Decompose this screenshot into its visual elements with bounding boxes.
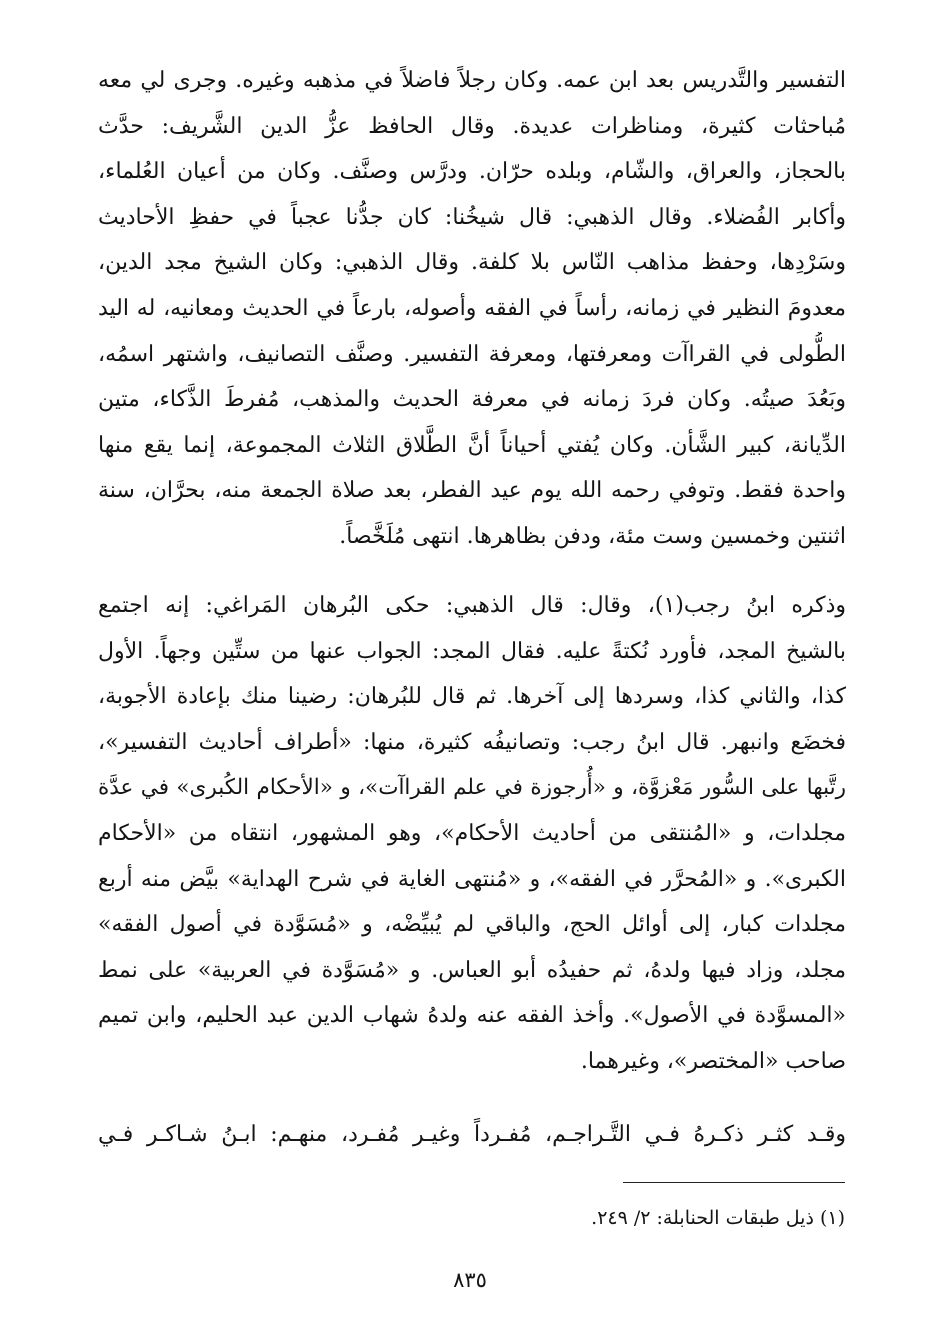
text-line: مُباحثات كثيرة، ومناظرات عديدة. وقال الحافظ عزُّ الدين الشَّريف: حدَّث xyxy=(98,113,846,139)
text-line: «المسوَّدة في الأصول». وأخذ الفقه عنه ولدهُ شهاب الدين عبد الحليم، وابن تميم xyxy=(98,1003,846,1029)
text-line: وسَرْدِها، وحفظ مذاهب النّاس بلا كلفة. وقال الذهبي: وكان الشيخ مجد الدين، xyxy=(98,250,846,276)
paragraph-2 xyxy=(98,583,846,1085)
text-line: واحدة فقط. وتوفي رحمه الله يوم عيد الفطر، بعد صلاة الجمعة منه، بحرَّان، سنة xyxy=(98,478,846,504)
text-line: صاحب «المختصر»، وغيرهما. xyxy=(580,1048,846,1074)
text-line: مجلدات، و «المُنتقى من أحاديث الأحكام»، وهو المشهور، انتقاه من «الأحكام xyxy=(98,820,846,846)
text-line: وأكابر الفُضلاء. وقال الذهبي: قال شيخُنا: كان جدُّنا عجباً في حفظِ الأحاديث xyxy=(98,204,846,230)
text-line: بالشيخ المجد، فأورد نُكتةً عليه. فقال المجد: الجواب عنها من ستِّين وجهاً. الأول xyxy=(98,638,846,664)
footnote: (١) ذيل طبقات الحنابلة: ٢/ ٢٤٩. xyxy=(591,1207,845,1229)
text-line: اثنتين وخمسين وست مئة، ودفن بظاهرها. انتهى مُلَخَّصاً. xyxy=(339,523,846,549)
text-line: بالحجاز، والعراق، والشّام، وبلده حرّان. ودرَّس وصنَّف. وكان من أعيان العُلماء، xyxy=(98,159,846,185)
text-line: وذكره ابنُ رجب(١)، وقال: قال الذهبي: حكى البُرهان المَراغي: إنه اجتمع xyxy=(98,593,846,618)
footnote-divider xyxy=(623,1182,845,1183)
text-line: فخضَع وانبهر. قال ابنُ رجب: وتصانيفُه كثيرة، منها: «أطراف أحاديث التفسير»، xyxy=(98,729,846,755)
paragraph-1 xyxy=(98,58,846,560)
text-line: وقـد كثـر ذكـرهُ فـي التَّـراجـم، مُفـرداً وغيـر مُفـرد، منهـم: ابـنُ شـاكـر فـي xyxy=(98,1122,846,1147)
text-line: مجلد، وزاد فيها ولدهُ، ثم حفيدُه أبو العباس. و «مُسَوَّدة في العربية» على نمط xyxy=(98,957,846,983)
text-line: الدِّيانة، كبير الشَّأن. وكان يُفتي أحياناً أنَّ الطَّلاق الثلاث المجموعة، إنما يقع منها xyxy=(98,432,846,458)
text-line: التفسير والتَّدريس بعد ابن عمه. وكان رجلاً فاضلاً في مذهبه وغيره. وجرى لي معه xyxy=(98,68,846,93)
text-line: مجلدات كبار، إلى أوائل الحج، والباقي لم يُبيِّضْه، و «مُسَوَّدة في أصول الفقه» xyxy=(98,912,846,938)
text-line: كذا، والثاني كذا، وسردها إلى آخرها. ثم قال للبُرهان: رضينا منك بإعادة الأجوبة، xyxy=(98,684,846,710)
page-number: ٨٣٥ xyxy=(453,1268,487,1292)
text-line: الطُّولى في القراآت ومعرفتها، ومعرفة التفسير. وصنَّف التصانيف، واشتهر اسمُه، xyxy=(98,341,846,367)
text-line: الكبرى». و «المُحرَّر في الفقه»، و «مُنتهى الغاية في شرح الهداية» بيَّض منه أربع xyxy=(98,866,846,892)
text-line: معدومَ النظير في زمانه، رأساً في الفقه وأصوله، بارعاً في الحديث ومعانيه، له اليد xyxy=(98,295,846,321)
paragraph-3 xyxy=(98,1112,846,1158)
text-line: وبَعُدَ صيتُه. وكان فردَ زمانه في معرفة الحديث والمذهب، مُفرطَ الذَّكاء، متين xyxy=(98,387,846,413)
text-line: رتَّبها على السُّور مَعْزوَّة، و «أُرجوزة في علم القراآت»، و «الأحكام الكُبرى» في عدَّة xyxy=(98,775,846,801)
